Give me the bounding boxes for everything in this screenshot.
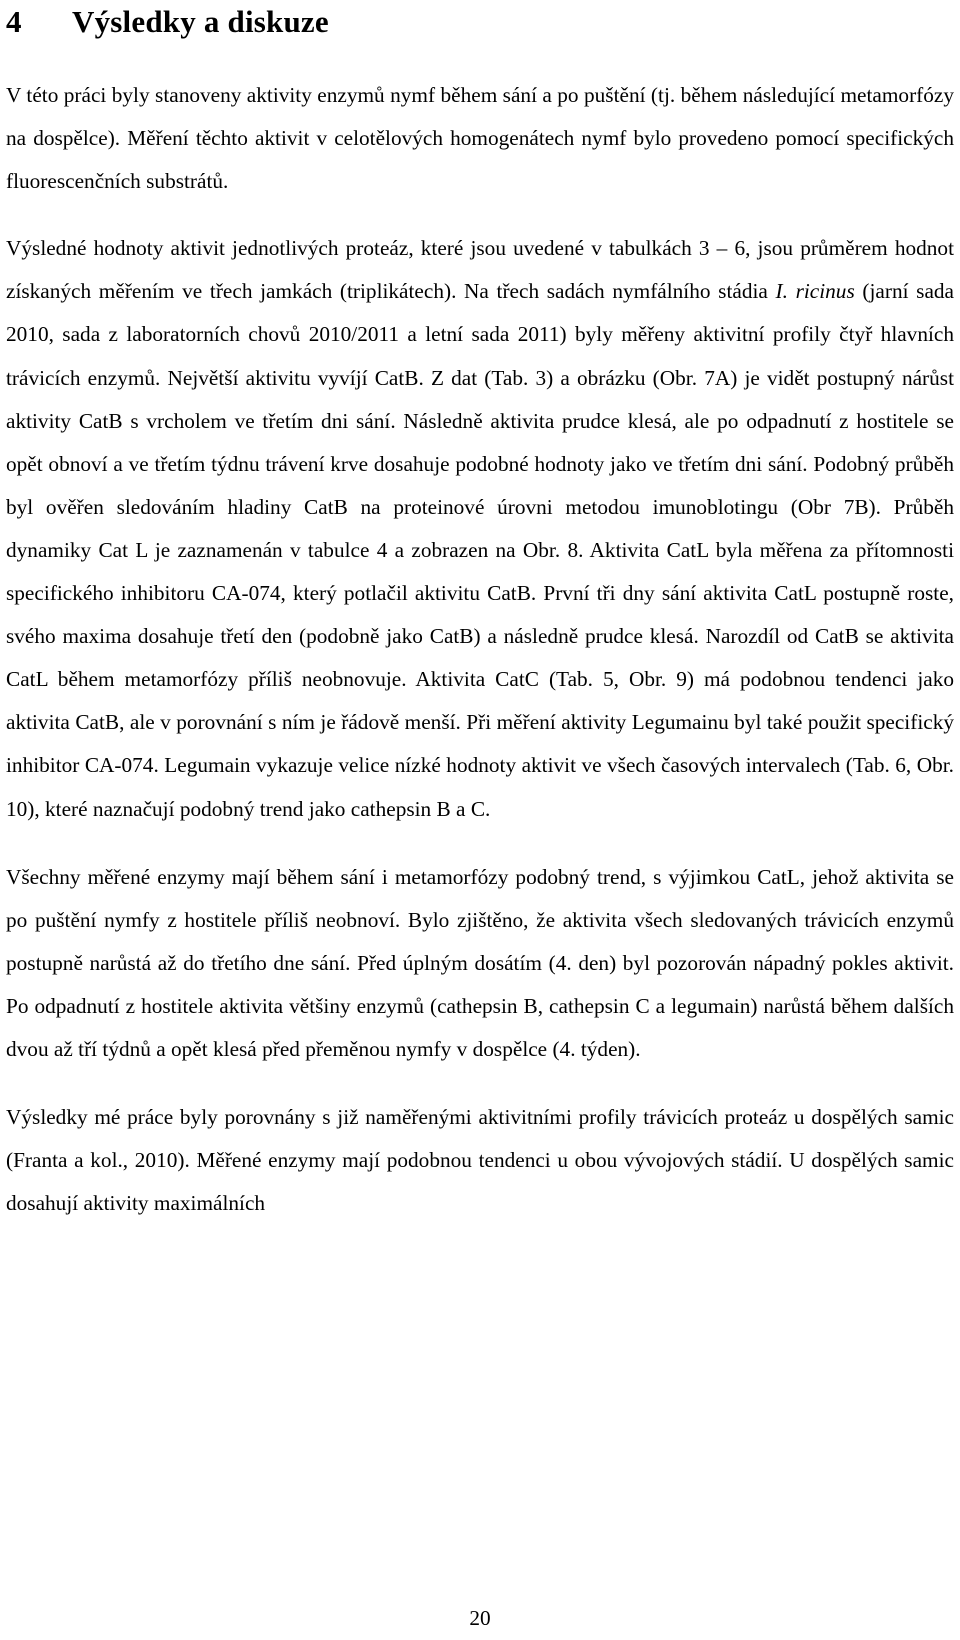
paragraph-results-text-a: Výsledné hodnoty aktivit jednotlivých proteáz, které jsou uvedené v tabulkách 3 – 6, jsou průměrem hodnot získaných měřením ve třech jamkách (triplikátech). Na třech sadách nymfálního stádia xyxy=(6,236,954,304)
paragraph-summary: Všechny měřené enzymy mají během sání i metamorfózy podobný trend, s výjimkou CatL, jehož aktivita se po puštění nymfy z hostitele příliš neobnoví. Bylo zjištěno, že aktivita všech sledovaných trávicích enzymů postupně narůstá až do třetího dne sání. Před úplným dosátím (4. den) byl pozorován nápadný pokles aktivit. Po odpadnutí z hostitele aktivita většiny enzymů (cathepsin B, cathepsin C a legumain) narůstá během dalších dvou až tří týdnů a opět klesá před přeměnou nymfy v dospělce (4. týden). xyxy=(6,864,954,1061)
section-number: 4 xyxy=(6,4,22,39)
page-number: 20 xyxy=(469,1606,491,1630)
paragraph-comparison: Výsledky mé práce byly porovnány s již naměřenými aktivitními profily trávicích proteáz u dospělých samic (Franta a kol., 2010). Měřené enzymy mají podobnou tendenci u obou vývojových stádií. U dospělých samic dosahují aktivity maximálních xyxy=(6,1105,954,1216)
paragraph-results-text-b: (jarní sada 2010, sada z laboratorních chovů 2010/2011 a letní sada 2011) byly měřeny aktivitní profily čtyř hlavních trávicích enzymů. Největší aktivitu vyvíjí CatB. Z dat (Tab. 3) a obrázku (Obr. 7A) je vidět postupný nárůst aktivity CatB s vrcholem ve třetím dni sání. Následně aktivita prudce klesá, ale po odpadnutí z hostitele se opět obnoví a ve třetím týdnu trávení krve dosahuje podobné hodnoty jako ve třetím dni sání. Podobný průběh byl ověřen sledováním hladiny CatB na proteinové úrovni metodou imunoblotingu (Obr 7B). Průběh dynamiky Cat L je zaznamenán v tabulce 4 a zobrazen na Obr. 8. Aktivita CatL byla měřena za přítomnosti specifického inhibitoru CA-074, který potlačil aktivitu CatB. První tři dny sání aktivita CatL postupně roste, svého maxima dosahuje třetí den (podobně jako CatB) a následně prudce klesá. Narozdíl od CatB se aktivita CatL během metamorfózy příliš neobnovuje. Aktivita CatC (Tab. 5, Obr. 9) má podobnou tendenci jako aktivita CatB, ale v porovnání s ním je řádově menší. Při měření aktivity Legumainu byl také použit specifický inhibitor CA-074. Legumain vykazuje velice nízké hodnoty aktivit ve všech časových intervalech (Tab. 6, Obr. 10), které naznačují podobný trend jako cathepsin B a C. xyxy=(6,279,955,821)
paragraph-results xyxy=(6,227,954,830)
species-name: I. ricinus xyxy=(775,279,855,304)
document-page xyxy=(6,0,954,1225)
paragraph-intro: V této práci byly stanoveny aktivity enzymů nymf během sání a po puštění (tj. během následující metamorfózy na dospělce). Měření těchto aktivit v celotělových homogenátech nymf bylo provedeno pomocí specifických fluorescenčních substrátů. xyxy=(6,83,954,194)
section-heading xyxy=(6,0,954,40)
section-title: Výsledky a diskuze xyxy=(72,4,329,39)
